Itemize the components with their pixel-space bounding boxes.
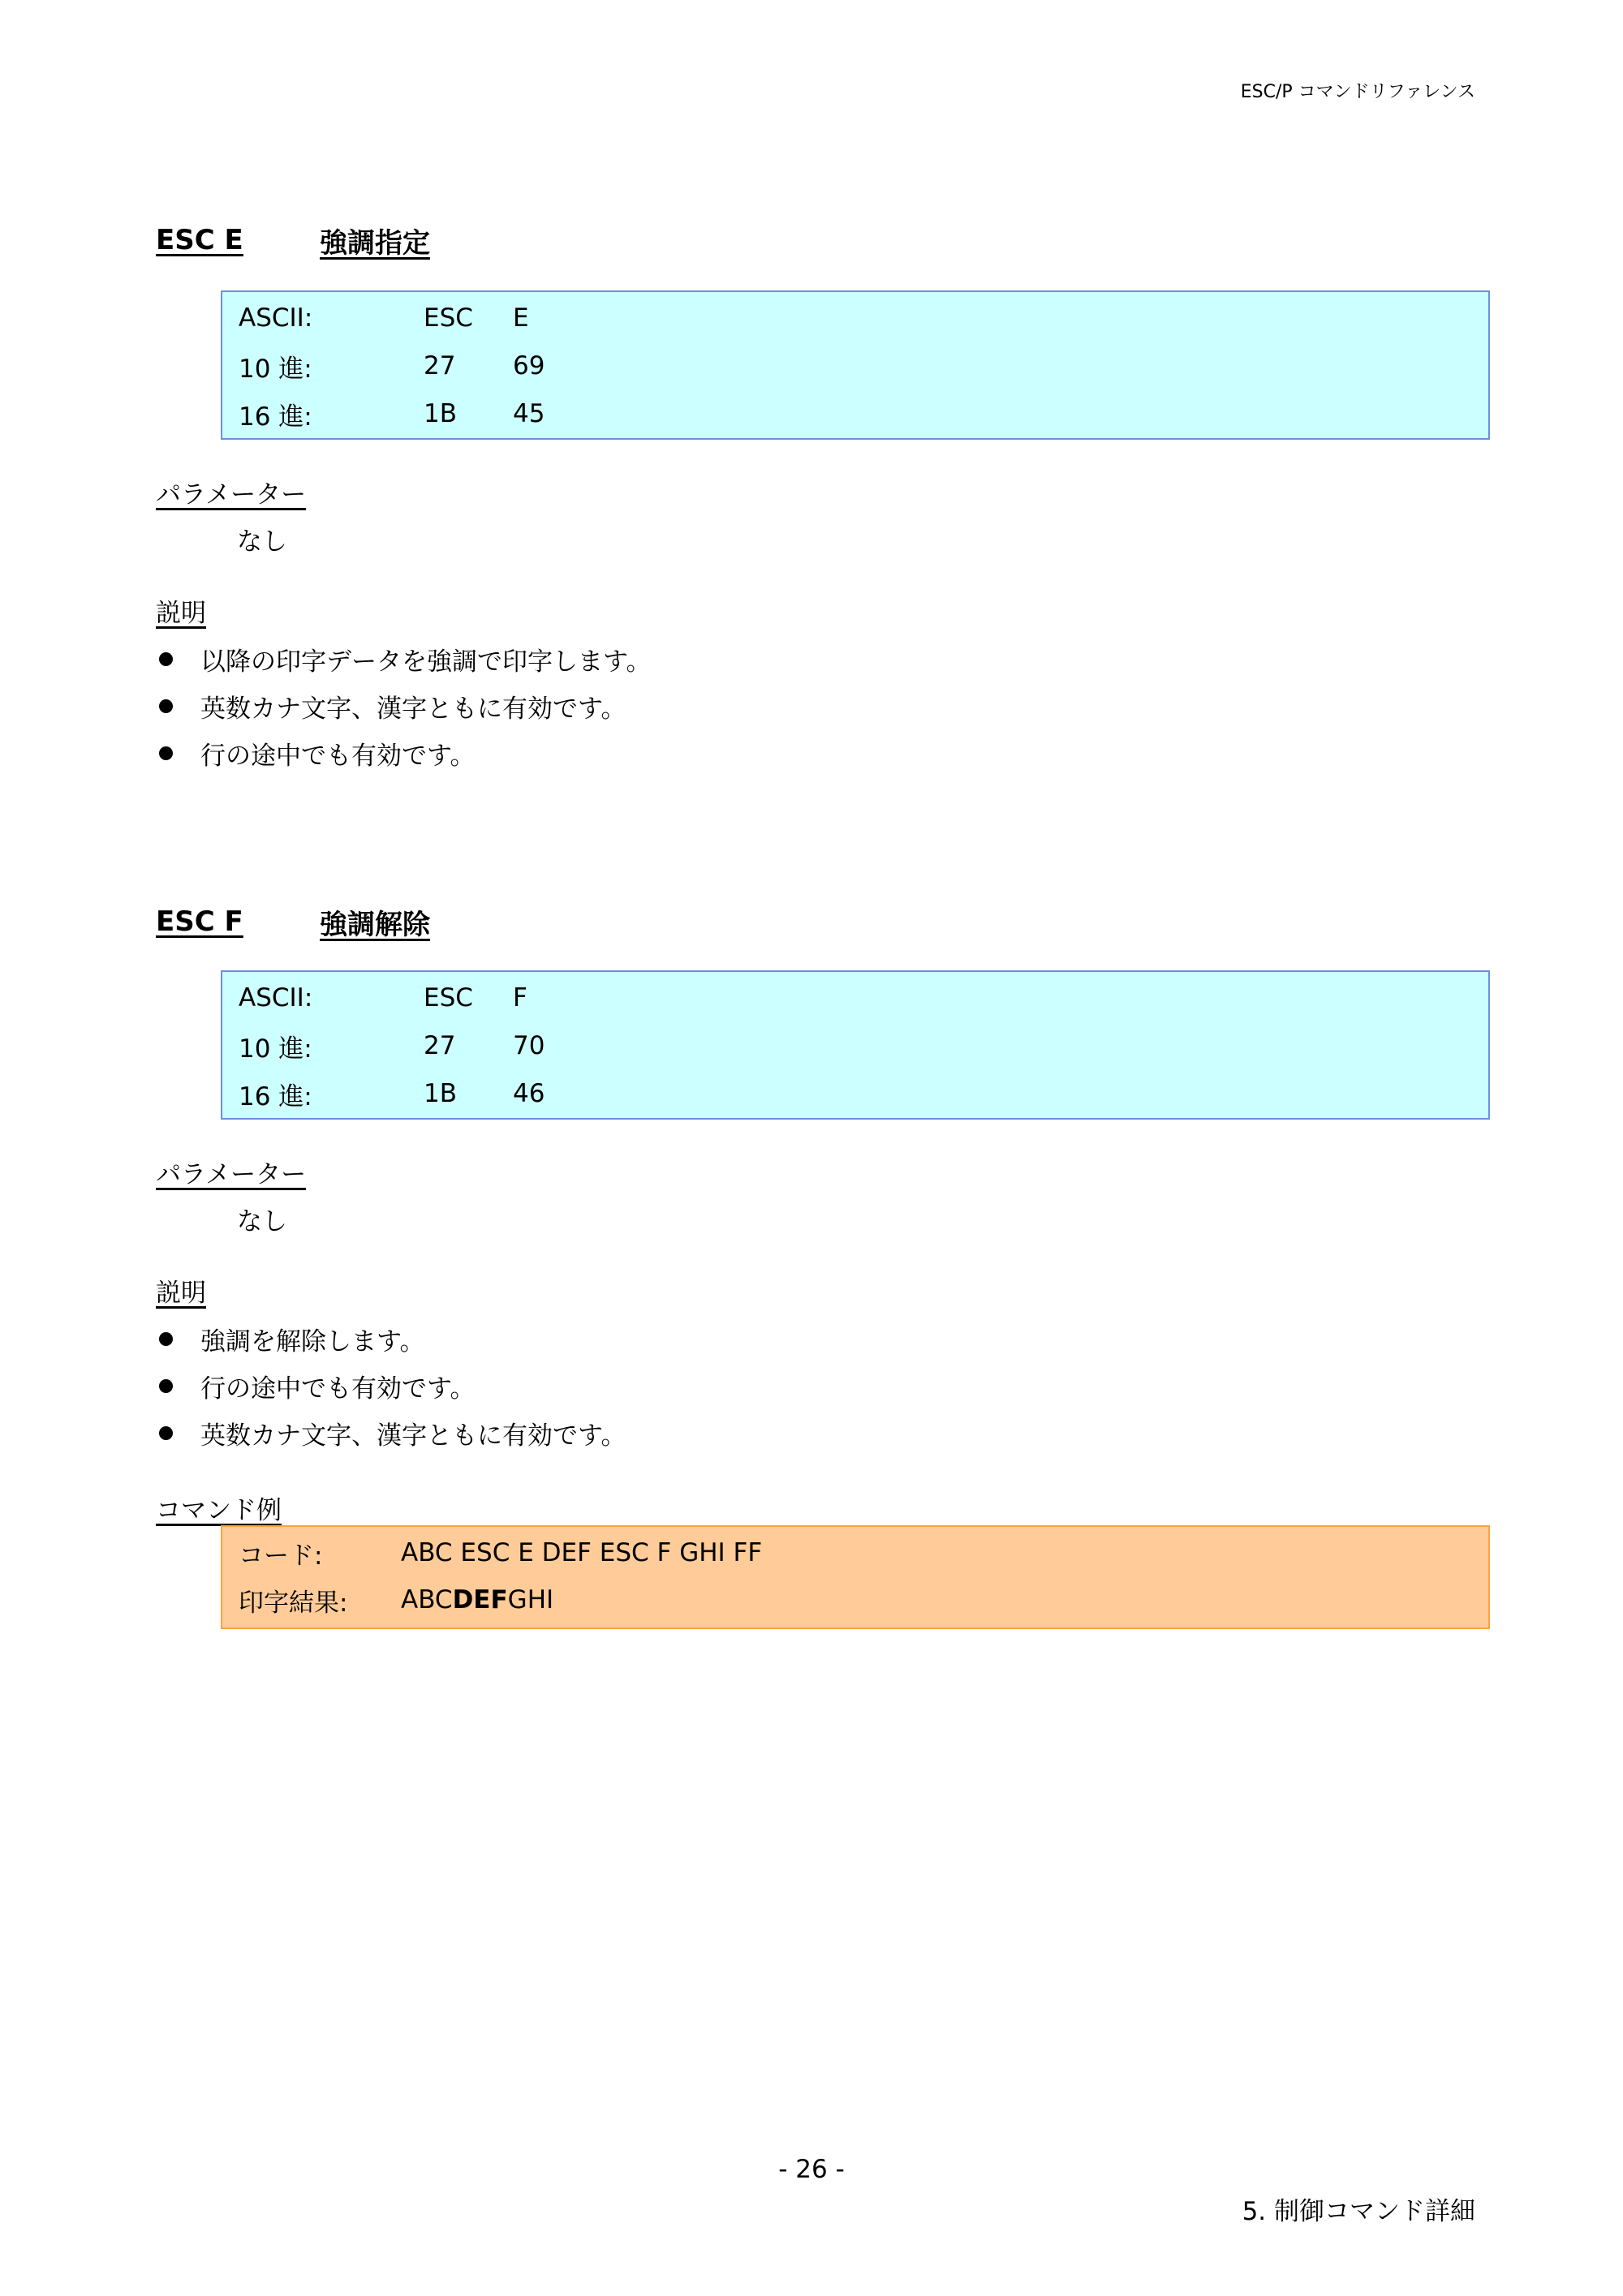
- list-item: [156, 1415, 626, 1451]
- running-header: ESC/P コマンドリファレンス: [1240, 82, 1475, 102]
- result-normal-suffix: GHI: [507, 1585, 554, 1615]
- command-name: ESC E: [156, 224, 243, 256]
- code-value-1: 1B: [424, 1079, 457, 1108]
- list-item: [156, 1368, 476, 1404]
- list-item-text: 行の途中でも有効です。: [200, 741, 476, 771]
- code-value-2: 46: [513, 1079, 545, 1108]
- code-value-1: 27: [424, 351, 456, 381]
- code-value-2: 69: [513, 351, 545, 381]
- list-item: [156, 1321, 425, 1357]
- code-value-2: E: [513, 303, 529, 333]
- command-name: ESC F: [156, 905, 243, 938]
- code-row-decimal: [239, 350, 545, 382]
- list-item: [156, 688, 626, 724]
- example-code-value: ABC ESC E DEF ESC F GHI FF: [401, 1538, 763, 1567]
- bullet-icon: [159, 1379, 173, 1393]
- parameter-heading: パラメーター: [156, 480, 307, 510]
- list-item: [156, 735, 476, 771]
- bullet-icon: [159, 746, 173, 760]
- code-table-esc-e: [221, 290, 1490, 440]
- parameter-heading: パラメーター: [156, 1160, 307, 1189]
- code-label: 10 進:: [239, 354, 312, 384]
- code-row-ascii: [239, 302, 529, 334]
- parameter-value: なし: [237, 527, 287, 557]
- code-row-decimal: [239, 1030, 545, 1062]
- code-label: ASCII:: [239, 983, 313, 1013]
- example-code-label: コード:: [239, 1541, 323, 1571]
- bullet-icon: [159, 1426, 173, 1440]
- code-row-hex: [239, 398, 545, 430]
- example-code-row: [239, 1535, 762, 1571]
- example-box: [221, 1525, 1490, 1629]
- code-value-1: 27: [424, 1031, 456, 1060]
- code-label: 10 進:: [239, 1034, 312, 1064]
- code-row-hex: [239, 1077, 545, 1110]
- page-number: - 26 -: [778, 2155, 845, 2184]
- code-value-2: 45: [513, 399, 545, 428]
- command-description: 強調指定: [320, 226, 430, 260]
- list-item-text: 強調を解除します。: [200, 1326, 425, 1357]
- result-normal-prefix: ABC: [401, 1585, 453, 1615]
- section-title-esc-f: [156, 904, 430, 939]
- code-value-1: ESC: [424, 983, 473, 1013]
- list-item-text: 以降の印字データを強調で印字します。: [200, 647, 652, 677]
- code-value-1: ESC: [424, 303, 473, 333]
- description-heading: 説明: [156, 1279, 206, 1308]
- description-heading: 説明: [156, 599, 206, 628]
- code-value-1: 1B: [424, 399, 457, 428]
- running-footer: 5. 制御コマンド詳細: [1242, 2197, 1475, 2226]
- code-row-ascii: [239, 982, 527, 1014]
- result-bold-text: DEF: [452, 1585, 508, 1615]
- code-label: ASCII:: [239, 303, 313, 333]
- list-item-text: 英数カナ文字、漢字ともに有効です。: [200, 694, 626, 724]
- code-label: 16 進:: [239, 402, 312, 432]
- bullet-icon: [159, 652, 173, 666]
- parameter-value: なし: [237, 1207, 287, 1236]
- section-title-esc-e: [156, 222, 430, 258]
- code-value-2: F: [513, 983, 527, 1013]
- code-table-esc-f: [221, 970, 1490, 1120]
- code-label: 16 進:: [239, 1081, 312, 1111]
- example-result-value: [401, 1585, 553, 1615]
- bullet-icon: [159, 699, 173, 713]
- bullet-icon: [159, 1332, 173, 1346]
- list-item-text: 英数カナ文字、漢字ともに有効です。: [200, 1421, 626, 1451]
- example-heading: コマンド例: [156, 1496, 282, 1525]
- code-value-2: 70: [513, 1031, 545, 1060]
- example-result-label: 印字結果:: [239, 1588, 348, 1618]
- command-description: 強調解除: [320, 908, 430, 941]
- list-item-text: 行の途中でも有効です。: [200, 1374, 476, 1404]
- list-item: [156, 641, 652, 677]
- example-result-row: [239, 1582, 553, 1618]
